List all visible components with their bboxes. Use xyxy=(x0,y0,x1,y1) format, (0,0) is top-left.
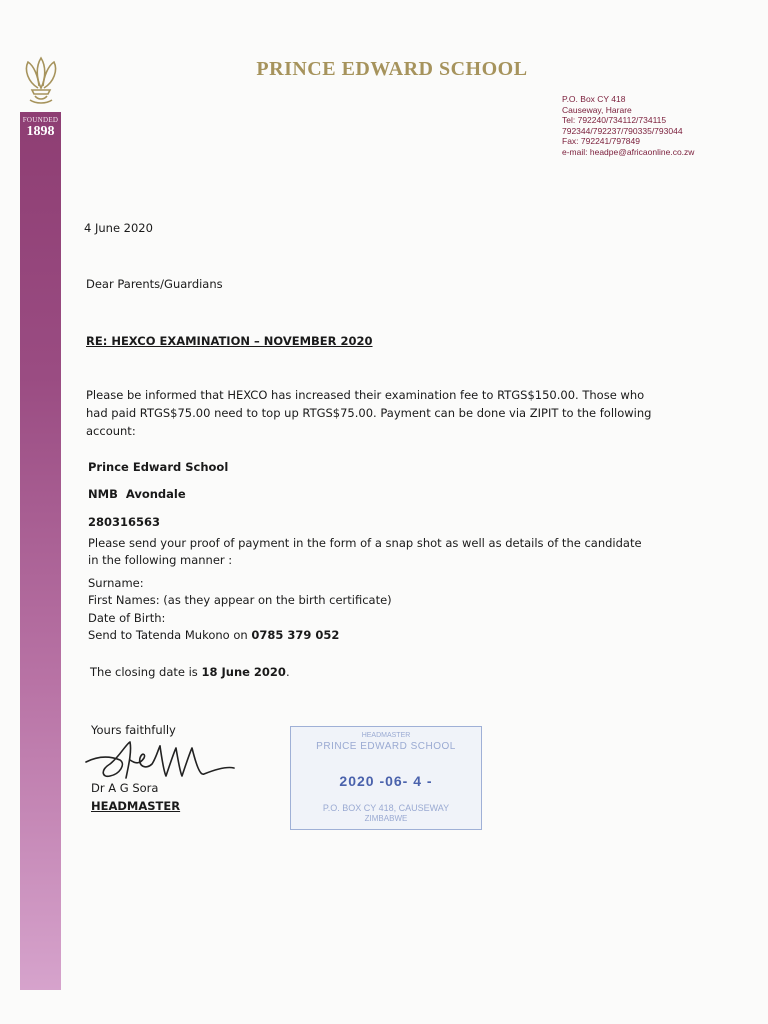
headmaster-date-stamp xyxy=(290,726,482,830)
address-line: e-mail: headpe@africaonline.co.zw xyxy=(562,146,695,157)
closing-prefix: The closing date is xyxy=(90,665,202,679)
detail-first-names: First Names: (as they appear on the birth certificate) xyxy=(88,593,392,607)
school-address-block xyxy=(562,94,752,157)
send-to-prefix: Send to Tatenda Mukono on xyxy=(88,628,252,642)
stamp-date: 2020 -06- 4 - xyxy=(339,773,433,789)
send-to-line xyxy=(88,628,339,642)
closing-date: 18 June 2020 xyxy=(201,665,286,679)
detail-date-of-birth: Date of Birth: xyxy=(88,611,166,625)
stamp-line-address: P.O. BOX CY 418, CAUSEWAY xyxy=(322,803,450,813)
subject-line: RE: HEXCO EXAMINATION – NOVEMBER 2020 xyxy=(86,334,373,348)
account-bank: NMB Avondale xyxy=(88,487,186,501)
salutation: Dear Parents/Guardians xyxy=(86,277,223,291)
contact-phone: 0785 379 052 xyxy=(251,628,340,642)
signatory-title: HEADMASTER xyxy=(91,799,181,813)
letter-date: 4 June 2020 xyxy=(84,221,153,235)
sidebar-color-bar xyxy=(20,112,61,990)
address-line: Fax: 792241/797849 xyxy=(562,136,640,146)
account-number: 280316563 xyxy=(88,515,161,529)
stamp-line-headmaster: HEADMASTER xyxy=(361,732,411,739)
address-line: 792344/792237/790335/793044 xyxy=(562,125,683,136)
sign-off: Yours faithfully xyxy=(91,723,176,737)
detail-surname: Surname: xyxy=(88,576,144,590)
stamp-line-school: PRINCE EDWARD SCHOOL xyxy=(316,741,456,752)
school-name-heading: PRINCE EDWARD SCHOOL xyxy=(256,58,528,80)
signatory-name: Dr A G Sora xyxy=(91,781,159,795)
body-paragraph-fee-increase: Please be informed that HEXCO has increased their examination fee to RTGS$150.00. Those who had paid RTGS$75.00 need to top up RTGS$75.00. Payment can be done via ZIPIT to the following account: xyxy=(86,388,652,438)
address-line: P.O. Box CY 418 xyxy=(562,94,626,104)
body-paragraph-proof-of-payment: Please send your proof of payment in the form of a snap shot as well as details of the candidate in the following manner : xyxy=(88,536,642,567)
account-name: Prince Edward School xyxy=(88,460,229,474)
address-line: Causeway, Harare xyxy=(562,104,632,115)
founded-label: FOUNDED xyxy=(22,116,59,124)
address-line: Tel: 792240/734112/734115 xyxy=(562,115,667,125)
founded-year: 1898 xyxy=(26,124,55,139)
prince-of-wales-feathers-crest-icon xyxy=(18,52,64,108)
closing-suffix: . xyxy=(285,665,290,679)
stamp-line-country: ZIMBABWE xyxy=(364,814,408,823)
closing-date-line xyxy=(90,665,290,679)
